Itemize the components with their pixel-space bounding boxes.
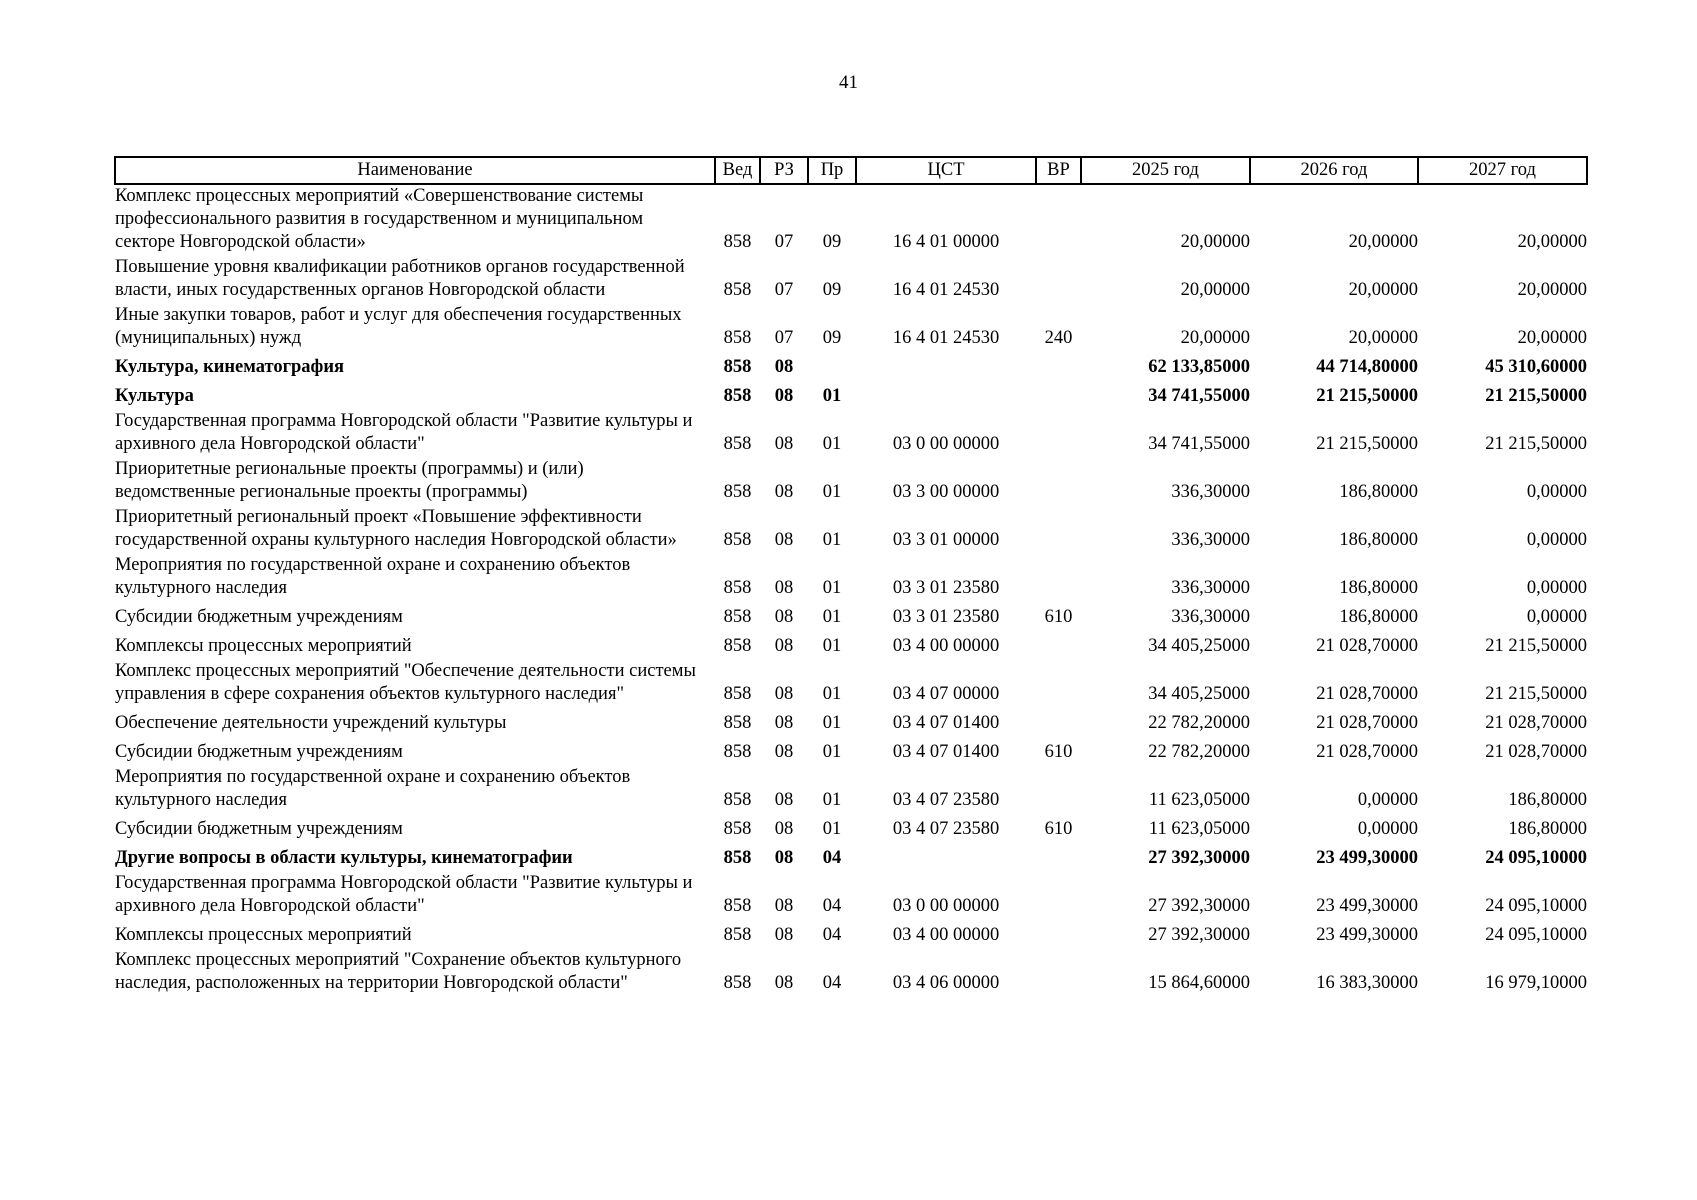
row-rz: 08 bbox=[774, 530, 794, 550]
row-amount-2025: 11 623,05000 bbox=[1148, 819, 1250, 839]
row-pr: 01 bbox=[822, 742, 842, 762]
row-amount-2025: 336,30000 bbox=[1171, 482, 1250, 502]
row-pr bbox=[808, 352, 856, 381]
row-pr: 01 bbox=[822, 636, 842, 656]
row-name: Субсидии бюджетным учреждениям bbox=[115, 607, 403, 627]
row-amount-2027: 21 028,70000 bbox=[1485, 713, 1587, 733]
row-rz: 08 bbox=[774, 607, 794, 627]
table-body bbox=[115, 184, 1587, 997]
row-rz: 08 bbox=[774, 434, 794, 454]
row-pr: 01 bbox=[822, 713, 842, 733]
header-2027: 2027 год bbox=[1418, 157, 1587, 184]
row-amount-2025: 27 392,30000 bbox=[1148, 896, 1250, 916]
row-amount-2027: 45 310,60000 bbox=[1485, 357, 1587, 377]
row-amount-2026: 186,80000 bbox=[1339, 578, 1418, 598]
row-name: Приоритетные региональные проекты (программы) и (или) ведомственные региональные проекты (программы) bbox=[115, 459, 584, 502]
row-amount-2026: 21 028,70000 bbox=[1316, 684, 1418, 704]
row-rz: 08 bbox=[774, 790, 794, 810]
row-name: Субсидии бюджетным учреждениям bbox=[115, 742, 403, 762]
row-amount-2027: 0,00000 bbox=[1526, 607, 1587, 627]
row-ved: 858 bbox=[723, 848, 752, 868]
row-vr bbox=[1036, 708, 1081, 737]
table-row bbox=[115, 708, 1587, 737]
row-amount-2025: 27 392,30000 bbox=[1148, 925, 1250, 945]
header-2026: 2026 год bbox=[1250, 157, 1418, 184]
row-rz: 07 bbox=[774, 280, 794, 300]
row-amount-2025: 27 392,30000 bbox=[1148, 848, 1250, 868]
row-cst bbox=[856, 381, 1036, 410]
row-ved: 858 bbox=[723, 578, 752, 598]
row-ved: 858 bbox=[723, 280, 752, 300]
row-amount-2027: 0,00000 bbox=[1526, 530, 1587, 550]
row-rz: 08 bbox=[774, 636, 794, 656]
row-pr: 09 bbox=[822, 232, 842, 252]
row-amount-2026: 21 215,50000 bbox=[1316, 434, 1418, 454]
row-rz: 08 bbox=[774, 357, 794, 377]
row-ved: 858 bbox=[723, 925, 752, 945]
row-amount-2027: 20,00000 bbox=[1517, 328, 1587, 348]
row-amount-2025: 34 405,25000 bbox=[1148, 684, 1250, 704]
table-row bbox=[115, 554, 1587, 602]
row-name: Мероприятия по государственной охране и сохранению объектов культурного наследия bbox=[115, 767, 631, 810]
row-ved: 858 bbox=[723, 328, 752, 348]
table-row bbox=[115, 410, 1587, 458]
row-ved: 858 bbox=[723, 232, 752, 252]
row-amount-2025: 34 405,25000 bbox=[1148, 636, 1250, 656]
row-amount-2027: 24 095,10000 bbox=[1485, 925, 1587, 945]
row-cst: 03 4 07 01400 bbox=[892, 713, 1000, 733]
row-pr: 09 bbox=[822, 280, 842, 300]
row-amount-2026: 21 215,50000 bbox=[1316, 386, 1418, 406]
row-amount-2025: 34 741,55000 bbox=[1148, 386, 1250, 406]
row-amount-2027: 20,00000 bbox=[1517, 280, 1587, 300]
row-ved: 858 bbox=[723, 357, 752, 377]
row-rz: 08 bbox=[774, 482, 794, 502]
row-cst: 03 3 01 23580 bbox=[892, 607, 1000, 627]
table-row bbox=[115, 304, 1587, 352]
row-name: Иные закупки товаров, работ и услуг для обеспечения государственных (муниципальных) нужд bbox=[115, 305, 682, 348]
table-row bbox=[115, 843, 1587, 872]
row-cst: 03 4 07 23580 bbox=[892, 790, 1000, 810]
row-amount-2025: 11 623,05000 bbox=[1148, 790, 1250, 810]
row-amount-2027: 21 215,50000 bbox=[1485, 386, 1587, 406]
row-pr: 01 bbox=[822, 386, 842, 406]
row-cst: 03 4 07 00000 bbox=[892, 684, 1000, 704]
row-vr: 610 bbox=[1044, 607, 1073, 627]
row-vr bbox=[1036, 256, 1081, 304]
row-amount-2025: 336,30000 bbox=[1171, 530, 1250, 550]
row-amount-2026: 44 714,80000 bbox=[1316, 357, 1418, 377]
row-amount-2027: 0,00000 bbox=[1526, 578, 1587, 598]
row-cst: 03 4 00 00000 bbox=[892, 925, 1000, 945]
row-amount-2026: 0,00000 bbox=[1357, 790, 1418, 810]
row-ved: 858 bbox=[723, 607, 752, 627]
row-amount-2027: 21 215,50000 bbox=[1485, 434, 1587, 454]
row-vr bbox=[1036, 458, 1081, 506]
row-ved: 858 bbox=[723, 684, 752, 704]
row-vr bbox=[1036, 410, 1081, 458]
row-rz: 08 bbox=[774, 896, 794, 916]
row-pr: 04 bbox=[822, 848, 842, 868]
row-pr: 01 bbox=[822, 482, 842, 502]
header-name: Наименование bbox=[115, 157, 715, 184]
header-ved: Вед bbox=[715, 157, 760, 184]
row-pr: 09 bbox=[822, 328, 842, 348]
row-name: Комплексы процессных мероприятий bbox=[115, 925, 412, 945]
row-ved: 858 bbox=[723, 482, 752, 502]
row-cst: 03 4 06 00000 bbox=[892, 973, 1000, 993]
row-vr: 610 bbox=[1044, 819, 1073, 839]
row-rz: 08 bbox=[774, 925, 794, 945]
row-cst: 16 4 01 24530 bbox=[892, 280, 1000, 300]
row-ved: 858 bbox=[723, 742, 752, 762]
row-rz: 08 bbox=[774, 742, 794, 762]
table-row bbox=[115, 458, 1587, 506]
row-vr bbox=[1036, 184, 1081, 256]
row-rz: 08 bbox=[774, 578, 794, 598]
row-cst: 03 3 01 23580 bbox=[892, 578, 1000, 598]
row-pr: 04 bbox=[822, 925, 842, 945]
row-name: Комплекс процессных мероприятий "Обеспечение деятельности системы управления в сфере сохранения объектов культурного наследия" bbox=[115, 661, 696, 704]
row-amount-2026: 186,80000 bbox=[1339, 482, 1418, 502]
row-vr bbox=[1036, 843, 1081, 872]
row-rz: 08 bbox=[774, 973, 794, 993]
row-name: Другие вопросы в области культуры, кинематографии bbox=[115, 848, 573, 868]
row-vr bbox=[1036, 352, 1081, 381]
table-header-row bbox=[115, 157, 1587, 184]
row-ved: 858 bbox=[723, 790, 752, 810]
row-amount-2026: 21 028,70000 bbox=[1316, 636, 1418, 656]
row-ved: 858 bbox=[723, 713, 752, 733]
row-amount-2026: 23 499,30000 bbox=[1316, 896, 1418, 916]
row-cst: 03 4 00 00000 bbox=[892, 636, 1000, 656]
row-vr bbox=[1036, 554, 1081, 602]
table-row bbox=[115, 506, 1587, 554]
table-row bbox=[115, 920, 1587, 949]
table-row bbox=[115, 352, 1587, 381]
row-pr: 04 bbox=[822, 973, 842, 993]
row-vr: 240 bbox=[1044, 328, 1073, 348]
row-cst: 03 3 00 00000 bbox=[892, 482, 1000, 502]
table-row bbox=[115, 381, 1587, 410]
row-vr bbox=[1036, 660, 1081, 708]
row-pr: 01 bbox=[822, 578, 842, 598]
row-amount-2026: 23 499,30000 bbox=[1316, 848, 1418, 868]
row-pr: 01 bbox=[822, 530, 842, 550]
row-amount-2027: 21 215,50000 bbox=[1485, 636, 1587, 656]
row-cst: 03 4 07 23580 bbox=[892, 819, 1000, 839]
row-amount-2025: 20,00000 bbox=[1180, 232, 1250, 252]
row-amount-2027: 24 095,10000 bbox=[1485, 848, 1587, 868]
row-amount-2026: 20,00000 bbox=[1348, 280, 1418, 300]
row-amount-2027: 20,00000 bbox=[1517, 232, 1587, 252]
row-amount-2025: 20,00000 bbox=[1180, 328, 1250, 348]
row-name: Приоритетный региональный проект «Повышение эффективности государственной охраны культурного наследия Новгородской области» bbox=[115, 507, 677, 550]
table-row bbox=[115, 737, 1587, 766]
row-amount-2025: 22 782,20000 bbox=[1148, 742, 1250, 762]
row-vr bbox=[1036, 631, 1081, 660]
row-amount-2025: 34 741,55000 bbox=[1148, 434, 1250, 454]
row-amount-2026: 20,00000 bbox=[1348, 232, 1418, 252]
table-row bbox=[115, 256, 1587, 304]
row-amount-2027: 21 028,70000 bbox=[1485, 742, 1587, 762]
row-name: Культура, кинематография bbox=[115, 357, 345, 377]
row-vr bbox=[1036, 766, 1081, 814]
row-ved: 858 bbox=[723, 530, 752, 550]
row-pr: 04 bbox=[822, 896, 842, 916]
row-name: Культура bbox=[115, 386, 194, 406]
row-vr bbox=[1036, 949, 1081, 997]
row-amount-2025: 62 133,85000 bbox=[1148, 357, 1250, 377]
row-rz: 08 bbox=[774, 684, 794, 704]
table-row bbox=[115, 184, 1587, 256]
header-2025: 2025 год bbox=[1081, 157, 1250, 184]
row-amount-2025: 20,00000 bbox=[1180, 280, 1250, 300]
row-amount-2027: 186,80000 bbox=[1508, 790, 1587, 810]
header-rz: РЗ bbox=[760, 157, 808, 184]
row-cst: 03 4 07 01400 bbox=[892, 742, 1000, 762]
row-cst: 03 0 00 00000 bbox=[892, 896, 1000, 916]
row-name: Субсидии бюджетным учреждениям bbox=[115, 819, 403, 839]
row-rz: 08 bbox=[774, 713, 794, 733]
budget-table bbox=[114, 156, 1588, 997]
row-name: Государственная программа Новгородской области "Развитие культуры и архивного дела Новгородской области" bbox=[115, 411, 693, 454]
row-vr bbox=[1036, 872, 1081, 920]
row-amount-2026: 0,00000 bbox=[1357, 819, 1418, 839]
row-vr bbox=[1036, 920, 1081, 949]
row-ved: 858 bbox=[723, 896, 752, 916]
row-amount-2026: 186,80000 bbox=[1339, 607, 1418, 627]
table-row bbox=[115, 766, 1587, 814]
row-amount-2027: 16 979,10000 bbox=[1485, 973, 1587, 993]
row-amount-2026: 21 028,70000 bbox=[1316, 742, 1418, 762]
row-vr bbox=[1036, 506, 1081, 554]
row-name: Комплексы процессных мероприятий bbox=[115, 636, 412, 656]
table-row bbox=[115, 660, 1587, 708]
row-amount-2025: 336,30000 bbox=[1171, 578, 1250, 598]
row-amount-2026: 186,80000 bbox=[1339, 530, 1418, 550]
row-amount-2026: 21 028,70000 bbox=[1316, 713, 1418, 733]
row-cst: 16 4 01 24530 bbox=[892, 328, 1000, 348]
row-rz: 08 bbox=[774, 848, 794, 868]
row-amount-2026: 20,00000 bbox=[1348, 328, 1418, 348]
row-name: Повышение уровня квалификации работников органов государственной власти, иных государственных органов Новгородской области bbox=[115, 257, 685, 300]
table-row bbox=[115, 814, 1587, 843]
table-row bbox=[115, 872, 1587, 920]
row-amount-2027: 24 095,10000 bbox=[1485, 896, 1587, 916]
row-rz: 07 bbox=[774, 328, 794, 348]
row-amount-2025: 336,30000 bbox=[1171, 607, 1250, 627]
header-pr: Пр bbox=[808, 157, 856, 184]
row-ved: 858 bbox=[723, 386, 752, 406]
row-pr: 01 bbox=[822, 607, 842, 627]
row-vr bbox=[1036, 381, 1081, 410]
row-amount-2027: 21 215,50000 bbox=[1485, 684, 1587, 704]
row-name: Государственная программа Новгородской области "Развитие культуры и архивного дела Новгородской области" bbox=[115, 873, 693, 916]
row-amount-2027: 0,00000 bbox=[1526, 482, 1587, 502]
row-vr: 610 bbox=[1044, 742, 1073, 762]
row-amount-2027: 186,80000 bbox=[1508, 819, 1587, 839]
row-rz: 08 bbox=[774, 819, 794, 839]
row-amount-2026: 16 383,30000 bbox=[1316, 973, 1418, 993]
row-amount-2025: 15 864,60000 bbox=[1148, 973, 1250, 993]
row-pr: 01 bbox=[822, 819, 842, 839]
row-rz: 07 bbox=[774, 232, 794, 252]
row-rz: 08 bbox=[774, 386, 794, 406]
row-amount-2025: 22 782,20000 bbox=[1148, 713, 1250, 733]
row-ved: 858 bbox=[723, 636, 752, 656]
table-row bbox=[115, 949, 1587, 997]
table-row bbox=[115, 631, 1587, 660]
row-amount-2026: 23 499,30000 bbox=[1316, 925, 1418, 945]
row-pr: 01 bbox=[822, 434, 842, 454]
row-ved: 858 bbox=[723, 819, 752, 839]
row-name: Комплекс процессных мероприятий "Сохранение объектов культурного наследия, расположенных на территории Новгородской области" bbox=[115, 950, 682, 993]
row-cst bbox=[856, 843, 1036, 872]
header-cst: ЦСТ bbox=[856, 157, 1036, 184]
row-ved: 858 bbox=[723, 973, 752, 993]
row-ved: 858 bbox=[723, 434, 752, 454]
header-vr: ВР bbox=[1036, 157, 1081, 184]
row-cst: 16 4 01 00000 bbox=[892, 232, 1000, 252]
row-cst bbox=[856, 352, 1036, 381]
row-cst: 03 3 01 00000 bbox=[892, 530, 1000, 550]
table-row bbox=[115, 602, 1587, 631]
row-cst: 03 0 00 00000 bbox=[892, 434, 1000, 454]
row-name: Мероприятия по государственной охране и сохранению объектов культурного наследия bbox=[115, 555, 631, 598]
row-pr: 01 bbox=[822, 684, 842, 704]
page-number: 41 bbox=[839, 72, 858, 93]
row-pr: 01 bbox=[822, 790, 842, 810]
row-name: Комплекс процессных мероприятий «Совершенствование системы профессионального развития в государственном и муниципальном секторе Новгородской области» bbox=[115, 186, 644, 252]
row-name: Обеспечение деятельности учреждений культуры bbox=[115, 713, 507, 733]
